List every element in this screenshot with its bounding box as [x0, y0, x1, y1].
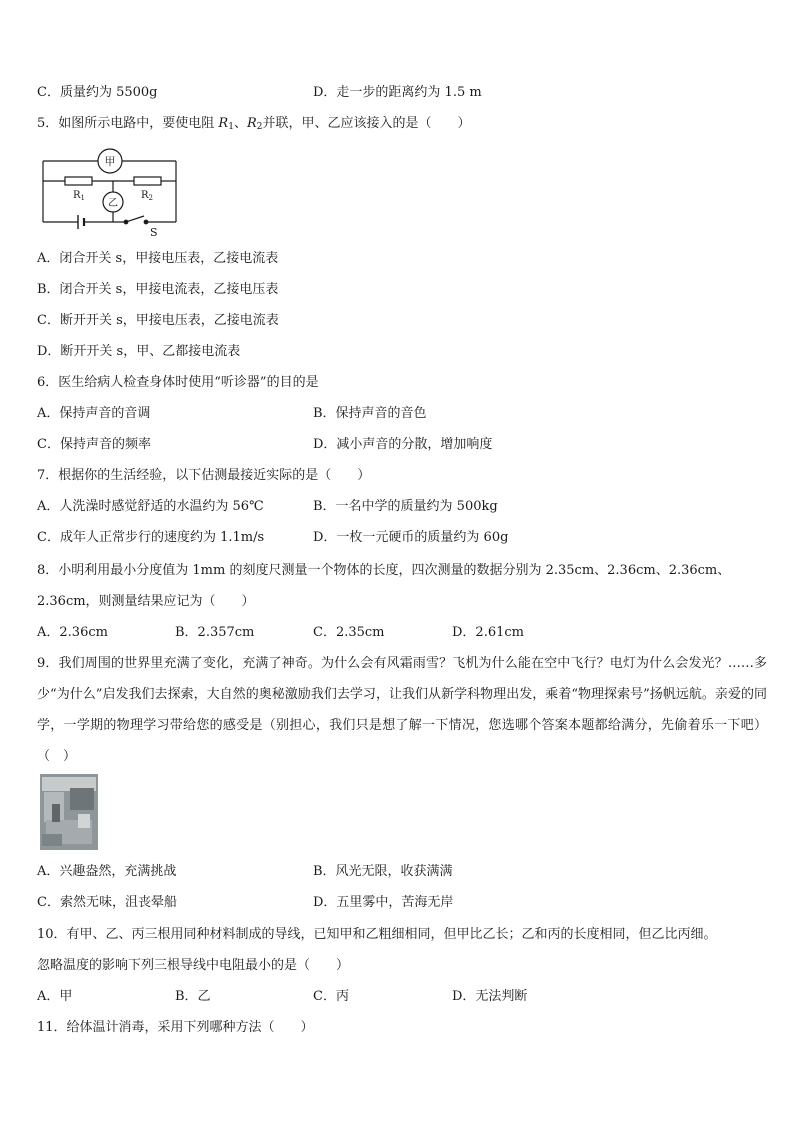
q10-option-a: A．甲: [37, 989, 73, 1004]
q7-option-d: D．一枚一元硬币的质量约为 60g: [313, 530, 509, 545]
q9-option-a: A．兴趣盎然，充满挑战: [37, 864, 177, 879]
r1-label: $R_1$: [73, 190, 85, 202]
meter-yi-label: 乙: [108, 198, 118, 209]
q5-option-d: D．断开开关 s，甲、乙都接电流表: [37, 344, 241, 359]
q8-option-a: A．2.36cm: [37, 625, 108, 640]
q8-stem-line2: 2.36cm，则测量结果应记为（ ）: [37, 594, 255, 609]
q9-stem: 9．我们周围的世界里充满了变化，充满了神奇。为什么会有风霜雨雪？飞机为什么能在空中飞行？电灯为什么会发光？……多少“为什么”启发我们去探索，大自然的奥秘激励我们去学习，让我们从新学科物理出发，乘着“物理探索号”扬帆远航。亲爱的同学，一学期的物理学习带给您的感受是（别担心，我们只是想了解一下情况，您选哪个答案本题都给满分，先偷着乐一下吧）（ ）: [37, 656, 767, 764]
q7-stem: 7．根据你的生活经验，以下估测最接近实际的是（ ）: [37, 468, 371, 483]
q5-option-b: B．闭合开关 s，甲接电流表，乙接电压表: [37, 282, 279, 297]
q8-option-d: D．2.61cm: [452, 625, 524, 640]
q7-option-b: B．一名中学的质量约为 500kg: [313, 499, 498, 514]
q10-option-c: C．丙: [313, 989, 349, 1004]
q4-option-c: C．质量约为 5500g: [37, 85, 158, 100]
switch-label: S: [150, 226, 158, 238]
q9-photo: [40, 774, 98, 850]
q8-option-c: C．2.35cm: [313, 625, 385, 640]
q7-option-a: A．人洗澡时感觉舒适的水温约为 56℃: [37, 499, 264, 514]
resistor-r2: [134, 177, 161, 185]
switch-node-right: [144, 220, 148, 224]
q10-option-d: D．无法判断: [452, 989, 528, 1004]
q6-stem: 6．医生给病人检查身体时使用“听诊器”的目的是: [37, 375, 319, 390]
q8-stem-line1: 8．小明利用最小分度值为 1mm 的刻度尺测量一个物体的长度，四次测量的数据分别为 2.35cm、2.36cm、2.36cm、: [37, 563, 731, 578]
q5-option-c: C．断开开关 s，甲接电压表，乙接电流表: [37, 313, 279, 328]
q6-option-d: D．减小声音的分散，增加响度: [313, 437, 493, 452]
q6-option-b: B．保持声音的音色: [313, 406, 427, 421]
q6-option-c: C．保持声音的频率: [37, 437, 151, 452]
q10-stem-line2: 忽略温度的影响下列三根导线中电阻最小的是（ ）: [37, 958, 350, 973]
q9-option-d: D．五里雾中，苦海无岸: [313, 895, 454, 910]
r2-label: $R_2$: [141, 190, 153, 202]
q9-option-b: B．风光无限，收获满满: [313, 864, 453, 879]
switch-blade: [126, 216, 144, 222]
q5-option-a: A．闭合开关 s，甲接电压表，乙接电流表: [37, 251, 279, 266]
q11-stem: 11．给体温计消毒，采用下列哪种方法（ ）: [37, 1020, 314, 1035]
q8-option-b: B．2.357cm: [175, 625, 255, 640]
resistor-r1: [65, 177, 92, 185]
q6-option-a: A．保持声音的音调: [37, 406, 151, 421]
meter-jia-label: 甲: [104, 155, 116, 168]
q10-stem-line1: 10．有甲、乙、丙三根用同种材料制成的导线，已知甲和乙粗细相同，但甲比乙长；乙和丙的长度相同，但乙比丙细。: [37, 927, 717, 942]
q5-circuit-diagram: [40, 146, 190, 238]
q5-stem: 5．如图所示电路中，要使电阻 $R_1$、$R_2$并联，甲、乙应该接入的是（ ）: [37, 116, 471, 132]
q10-option-b: B．乙: [175, 989, 211, 1004]
q9-option-c: C．索然无味，沮丧晕船: [37, 895, 177, 910]
q7-option-c: C．成年人正常步行的速度约为 1.1m/s: [37, 530, 265, 545]
q4-option-d: D．走一步的距离约为 1.5 m: [313, 85, 482, 100]
